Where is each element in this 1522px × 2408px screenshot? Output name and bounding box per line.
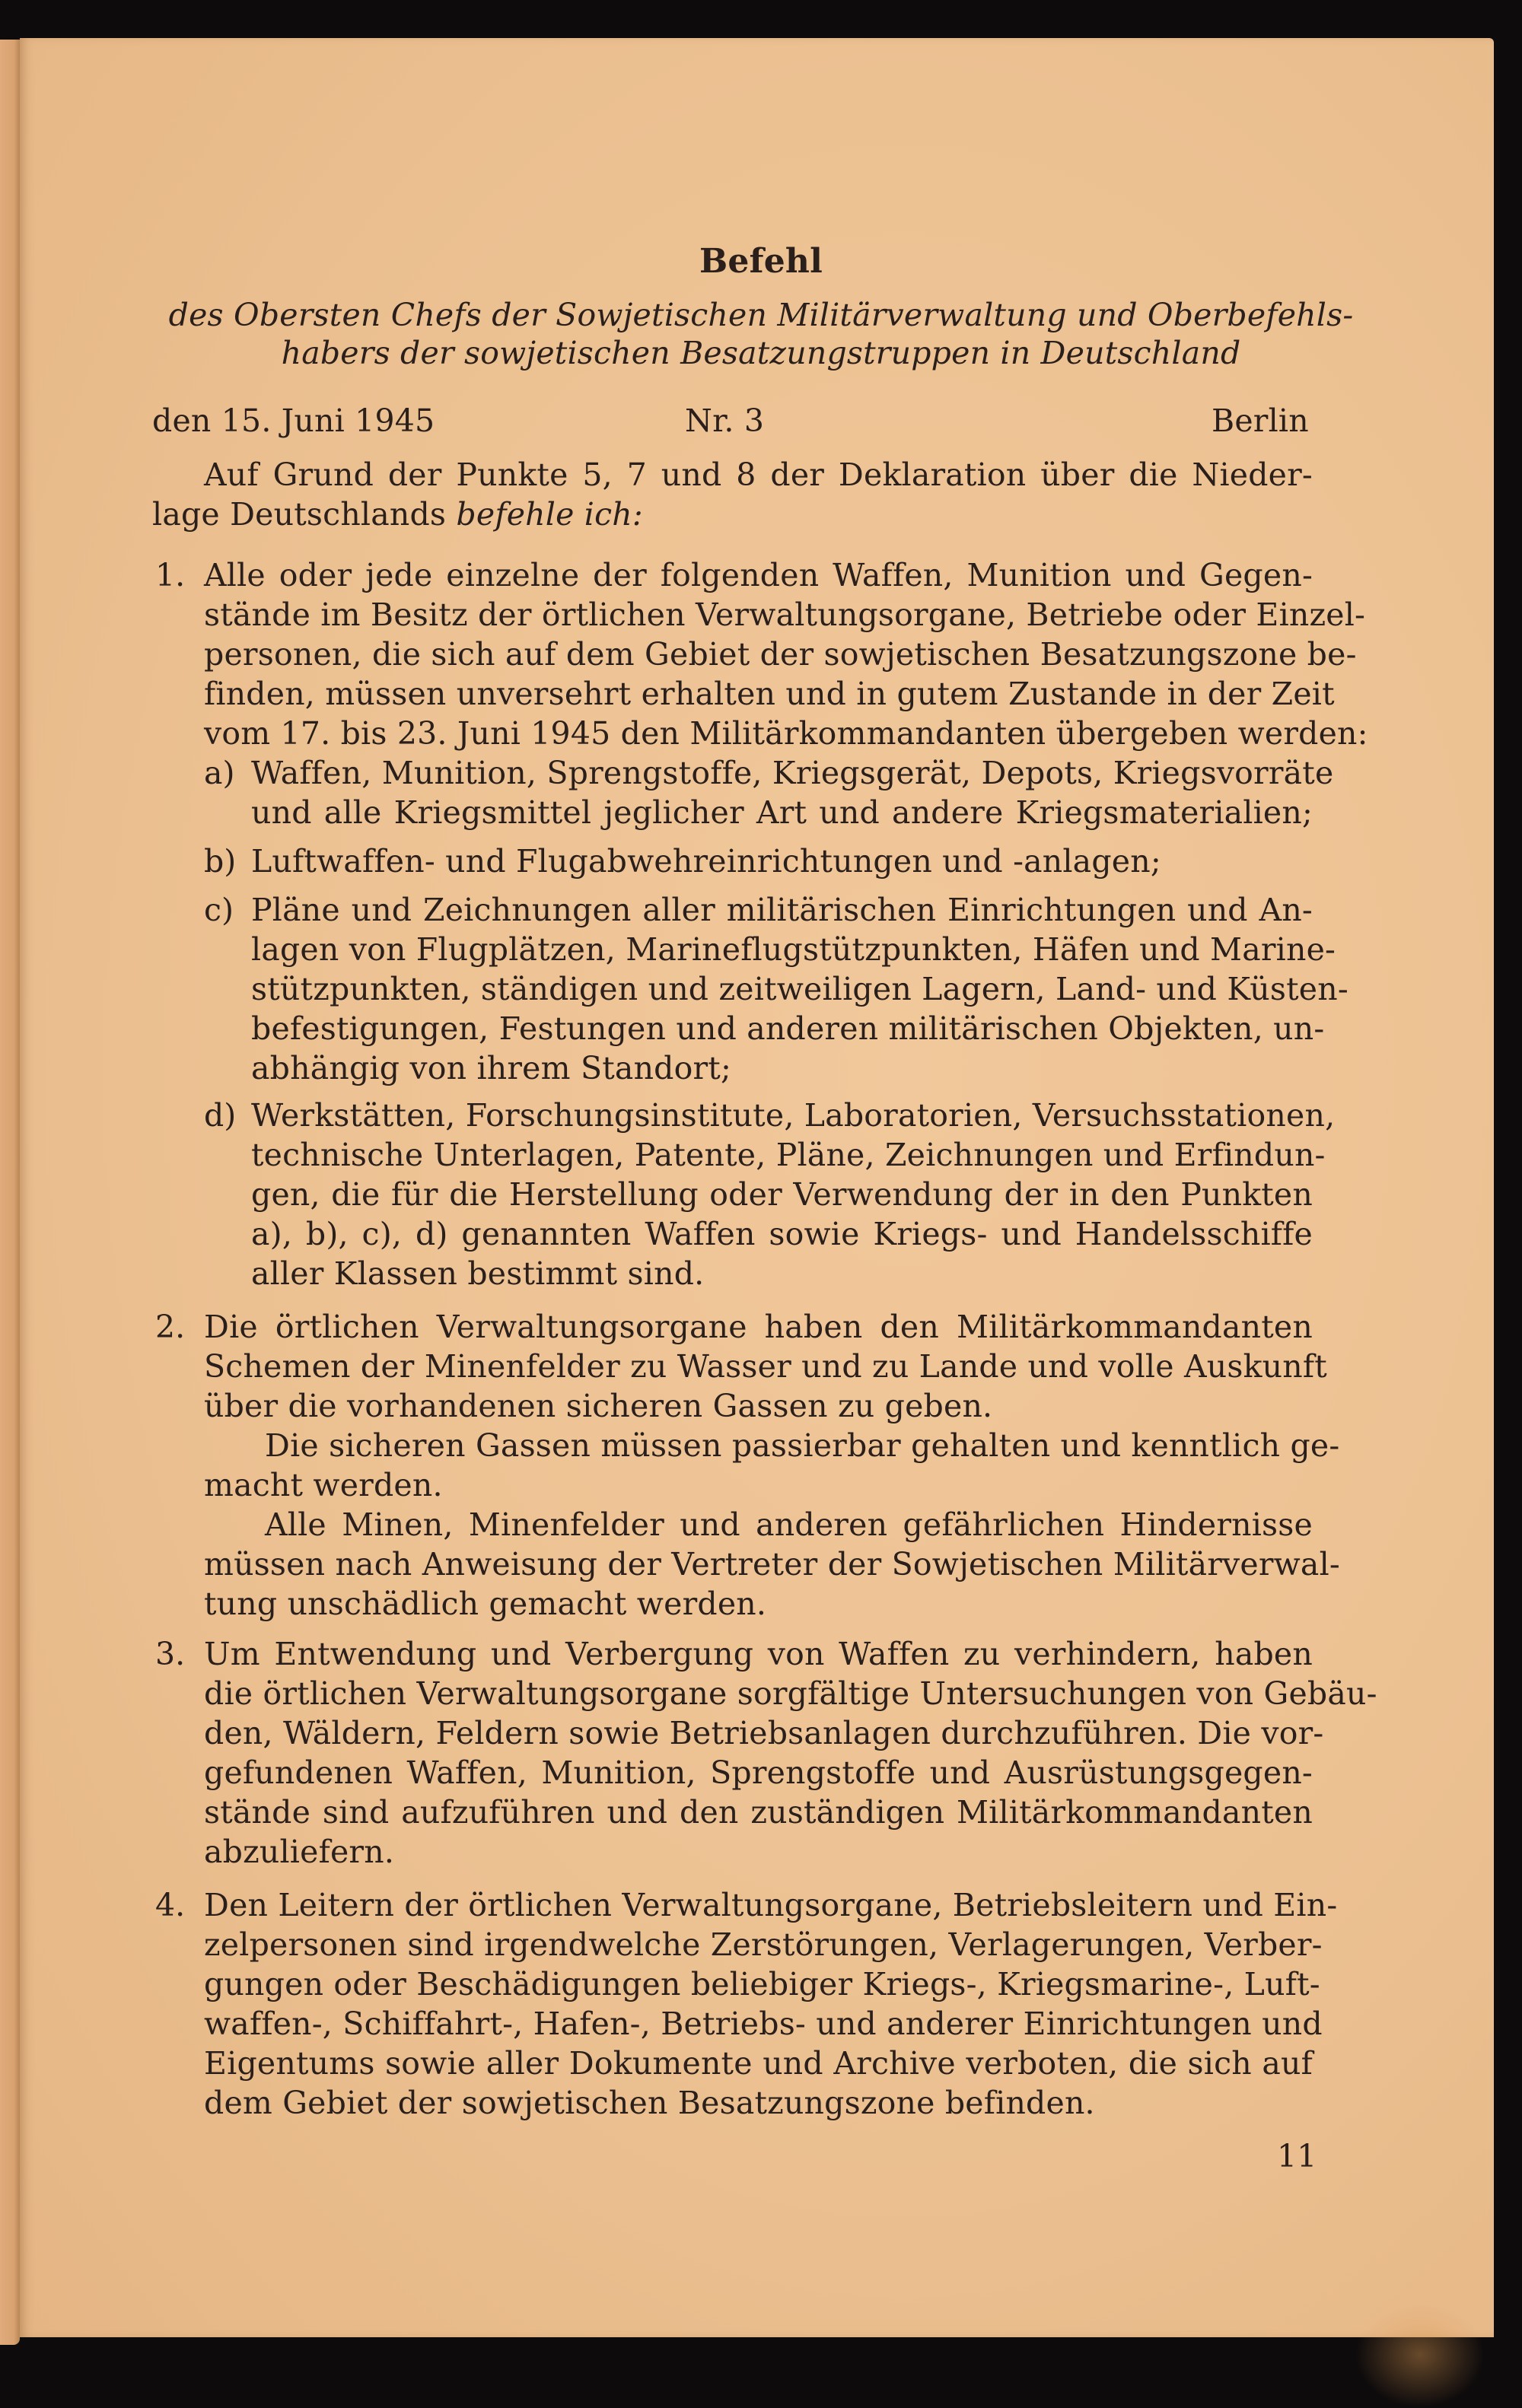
item-line: Die örtlichen Verwaltungsorgane haben den Militärkommandanten	[204, 1309, 1313, 1345]
item-line: vom 17. bis 23. Juni 1945 den Militärkommandanten übergeben werden:	[204, 715, 1368, 752]
subitem-line: technische Unterlagen, Patente, Pläne, Zeichnungen und Erfindun-	[251, 1137, 1326, 1173]
paper-stain	[1355, 2301, 1485, 2408]
intro-line	[152, 495, 643, 534]
document-place: Berlin	[1212, 402, 1309, 439]
subitem-line: stützpunkten, ständigen und zeitweiligen Lagern, Land- und Küsten-	[251, 971, 1348, 1007]
item-line: personen, die sich auf dem Gebiet der sowjetischen Besatzungszone be-	[204, 636, 1357, 673]
item-number: 3.	[155, 1636, 186, 1672]
item-line: die örtlichen Verwaltungsorgane sorgfältige Untersuchungen von Gebäu-	[204, 1675, 1377, 1712]
item-line: Alle oder jede einzelne der folgenden Waffen, Munition und Gegen-	[204, 557, 1313, 593]
item-line: Schemen der Minenfelder zu Wasser und zu Lande und volle Auskunft	[204, 1348, 1327, 1385]
facing-page-edge	[0, 40, 20, 2345]
subitem-line: abhängig von ihrem Standort;	[251, 1050, 731, 1086]
document-number: Nr. 3	[685, 402, 765, 439]
item-line: dem Gebiet der sowjetischen Besatzungszone befinden.	[204, 2085, 1095, 2121]
subitem-label: c)	[204, 892, 234, 928]
subitem-line: a), b), c), d) genannten Waffen sowie Kriegs- und Handelsschiffe	[251, 1216, 1313, 1252]
subtitle-line: habers der sowjetischen Besatzungstruppen in Deutschland	[281, 335, 1241, 371]
document-title: Befehl	[699, 242, 823, 281]
subitem-line: befestigungen, Festungen und anderen militärischen Objekten, un-	[251, 1010, 1325, 1047]
item-line: zelpersonen sind irgendwelche Zerstörungen, Verlagerungen, Verber-	[204, 1926, 1323, 1963]
item-line: abzuliefern.	[204, 1834, 395, 1870]
item-number: 1.	[155, 557, 186, 593]
intro-line: Auf Grund der Punkte 5, 7 und 8 der Deklaration über die Nieder-	[204, 456, 1313, 493]
subitem-line: Werkstätten, Forschungsinstitute, Laboratorien, Versuchsstationen,	[251, 1097, 1336, 1134]
item-line: waffen-, Schiffahrt-, Hafen-, Betriebs- und anderer Einrichtungen und	[204, 2006, 1323, 2042]
item-line: Eigentums sowie aller Dokumente und Archive verboten, die sich auf	[204, 2045, 1313, 2082]
page-number: 11	[1277, 2138, 1317, 2174]
paragraph-line: müssen nach Anweisung der Vertreter der Sowjetischen Militärverwal-	[204, 1546, 1340, 1583]
paragraph-line: macht werden.	[204, 1467, 443, 1503]
item-number: 2.	[155, 1309, 186, 1345]
subitem-label: a)	[204, 755, 235, 791]
item-line: gungen oder Beschädigungen beliebiger Kriegs-, Kriegsmarine-, Luft-	[204, 1966, 1320, 2002]
item-line: finden, müssen unversehrt erhalten und in gutem Zustande in der Zeit	[204, 676, 1335, 712]
subitem-line: lagen von Flugplätzen, Marineflugstützpunkten, Häfen und Marine-	[251, 931, 1336, 968]
document-date: den 15. Juni 1945	[152, 402, 435, 439]
item-line: Um Entwendung und Verbergung von Waffen zu verhindern, haben	[204, 1636, 1313, 1672]
subitem-label: b)	[204, 843, 237, 880]
item-line: über die vorhandenen sicheren Gassen zu geben.	[204, 1388, 993, 1424]
item-line: stände im Besitz der örtlichen Verwaltungsorgane, Betriebe oder Einzel-	[204, 596, 1366, 633]
item-number: 4.	[155, 1887, 186, 1923]
subitem-line: Waffen, Munition, Sprengstoffe, Kriegsgerät, Depots, Kriegsvorräte	[251, 755, 1334, 791]
subitem-line: aller Klassen bestimmt sind.	[251, 1255, 705, 1292]
item-line: gefundenen Waffen, Munition, Sprengstoffe und Ausrüstungsgegen-	[204, 1754, 1313, 1791]
subitem-line: und alle Kriegsmittel jeglicher Art und andere Kriegsmaterialien;	[251, 794, 1313, 831]
intro-text: lage Deutschlands	[152, 496, 457, 533]
subitem-line: gen, die für die Herstellung oder Verwendung der in den Punkten	[251, 1176, 1313, 1213]
item-line: den, Wäldern, Feldern sowie Betriebsanlagen durchzuführen. Die vor-	[204, 1715, 1324, 1751]
subitem-line: Luftwaffen- und Flugabwehreinrichtungen und -anlagen;	[251, 843, 1161, 880]
paragraph-line: tung unschädlich gemacht werden.	[204, 1586, 767, 1622]
item-line: stände sind aufzuführen und den zuständigen Militärkommandanten	[204, 1794, 1313, 1831]
intro-emphasis: befehle ich:	[456, 496, 643, 533]
subtitle-line: des Obersten Chefs der Sowjetischen Militärverwaltung und Oberbefehls-	[168, 297, 1354, 333]
paragraph-line: Die sicheren Gassen müssen passierbar gehalten und kenntlich ge-	[265, 1427, 1340, 1464]
subitem-label: d)	[204, 1097, 237, 1134]
subitem-line: Pläne und Zeichnungen aller militärischen Einrichtungen und An-	[251, 892, 1313, 928]
paragraph-line: Alle Minen, Minenfelder und anderen gefährlichen Hindernisse	[265, 1506, 1313, 1543]
item-line: Den Leitern der örtlichen Verwaltungsorgane, Betriebsleitern und Ein-	[204, 1887, 1338, 1923]
